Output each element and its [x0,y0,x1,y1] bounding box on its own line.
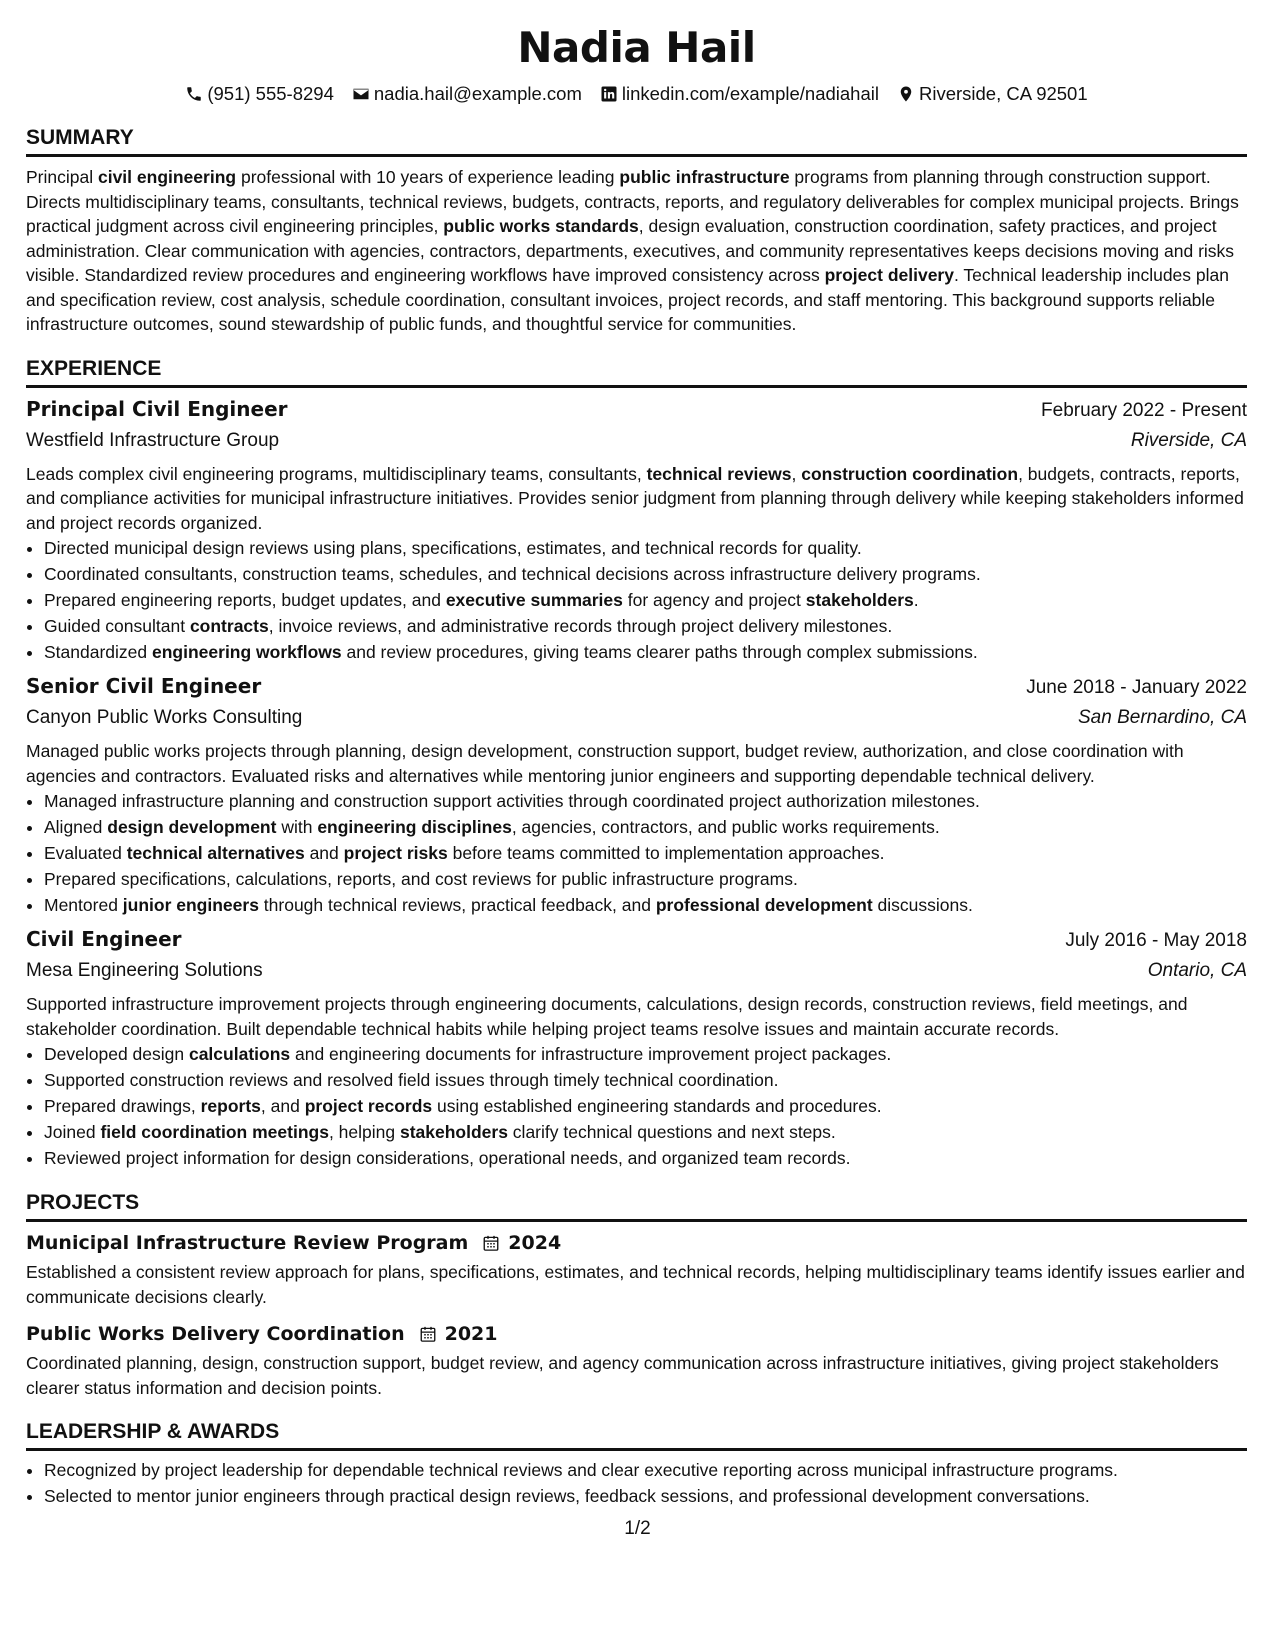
leadership-section [26,1418,1247,1509]
section-title: PROJECTS [26,1189,1247,1222]
page-number: 1/2 [624,1518,651,1539]
project-year: 2024 [508,1232,562,1254]
emphasis: construction coordination [801,463,1019,484]
list-item: • Joined field coordination meetings, helping stakeholders clarify technical questions and next steps. [44,1119,1247,1145]
contact-bar [26,82,1247,106]
location-text: Riverside, CA 92501 [918,83,1088,104]
job-description: Managed public works projects through planning, design development, construction support, budget review, authorization, and close coordination with agencies and contractors. Evaluated risks and alternatives while mentoring junior engineers and supporting dependable technical delivery. [26,741,1184,786]
emphasis: contracts [189,616,269,636]
emphasis: reports [200,1096,261,1116]
contact-email[interactable] [352,82,582,106]
list-item: • Reviewed project information for design considerations, operational needs, and organized team records. [44,1145,1247,1171]
contact-phone [185,82,334,106]
list-item: • Prepared specifications, calculations, reports, and cost reviews for public infrastructure programs. [44,866,1247,892]
emphasis: technical reviews [646,463,792,484]
job-entry [26,924,1247,1171]
emphasis: engineering disciplines [317,817,512,837]
resume-header [26,20,1247,106]
project-entry [26,1228,1247,1309]
emphasis: technical alternatives [126,843,305,863]
project-title: Municipal Infrastructure Review Program [26,1232,469,1254]
candidate-name: Nadia Hail [517,23,756,72]
job-company: Mesa Engineering Solutions [26,960,263,981]
job-description: Supported infrastructure improvement projects through engineering documents, calculations, design records, construction reviews, field meetings, and stakeholder coordination. Built dependable technical habits while helping project teams resolve issues and maintain accurate records. [26,994,1188,1039]
list-item: • Guided consultant contracts, invoice reviews, and administrative records through project delivery milestones. [44,613,1247,639]
project-description: Coordinated planning, design, construction support, budget review, and agency communication across infrastructure initiatives, giving project stakeholders clearer status information and decision points. [26,1353,1219,1398]
emphasis: engineering workflows [152,642,342,662]
job-entry [26,394,1247,666]
projects-section [26,1189,1247,1400]
list-item: • Managed infrastructure planning and construction support activities through coordinated project authorization milestones. [44,788,1247,814]
job-dates: July 2016 - May 2018 [1065,930,1247,951]
job-location: San Bernardino, CA [1078,707,1247,728]
list-item: • Supported construction reviews and resolved field issues through timely technical coordination. [44,1067,1247,1093]
summary-text: Principal civil engineering professional with 10 years of experience leading public infrastructure programs from planning through construction support. Directs multidisciplinary teams, consultants, technical reviews, budgets, contracts, reports, and regulatory deliverables for complex municipal projects. Brings practical judgment across civil engineering principles, public works standards, design evaluation, construction coordination, safety practices, and project administration. Clear communication with agencies, contractors, departments, executives, and community representatives keeps decisions moving and risks visible. Standardized review procedures and engineering workflows have improved consistency across project delivery. Technical leadership includes plan and specification review, cost analysis, schedule coordination, consultant invoices, project records, and staff mentoring. This background supports reliable infrastructure outcomes, sound stewardship of public funds, and thoughtful service for communities. [26,167,1239,334]
calendar-icon [482,1234,500,1252]
job-bullets [26,1041,1247,1171]
list-item: • Prepared engineering reports, budget updates, and executive summaries for agency and project stakeholders. [44,587,1247,613]
list-item: • Mentored junior engineers through technical reviews, practical feedback, and professional development discussions. [44,892,1247,918]
job-title: Senior Civil Engineer [26,674,262,698]
emphasis: public works standards [443,216,639,236]
experience-section [26,355,1247,1172]
list-item: • Coordinated consultants, construction teams, schedules, and technical decisions across infrastructure delivery programs. [44,561,1247,587]
phone-text: (951) 555-8294 [207,83,334,104]
emphasis: public infrastructure [619,167,790,187]
job-bullets [26,788,1247,918]
emphasis: executive summaries [445,590,623,610]
email-link[interactable]: nadia.hail@example.com [373,83,582,104]
contact-location [897,82,1088,106]
emphasis: calculations [188,1044,291,1064]
envelope-icon [352,85,370,103]
emphasis: field coordination meetings [100,1122,329,1142]
list-item: • Directed municipal design reviews using plans, specifications, estimates, and technical records for quality. [44,535,1247,561]
emphasis: civil engineering [97,167,237,187]
list-item: • Evaluated technical alternatives and project risks before teams committed to implementation approaches. [44,840,1247,866]
project-year: 2021 [444,1323,498,1345]
list-item: • Developed design calculations and engineering documents for infrastructure improvement project packages. [44,1041,1247,1067]
job-entry [26,671,1247,918]
list-item: • Selected to mentor junior engineers through practical design reviews, feedback sessions, and professional development conversations. [44,1483,1247,1509]
map-pin-icon [897,85,915,103]
job-bullets [26,535,1247,665]
emphasis: design development [107,817,277,837]
job-company: Canyon Public Works Consulting [26,707,303,728]
emphasis: professional development [655,895,873,915]
project-entry [26,1319,1247,1400]
job-location: Riverside, CA [1130,429,1247,451]
list-item: • Standardized engineering workflows and review procedures, giving teams clearer paths through complex submissions. [44,639,1247,665]
emphasis: junior engineers [122,895,259,915]
emphasis: stakeholders [399,1122,508,1142]
list-item: • Aligned design development with engineering disciplines, agencies, contractors, and public works requirements. [44,814,1247,840]
emphasis: project records [304,1096,433,1116]
linkedin-icon [600,85,618,103]
project-title: Public Works Delivery Coordination [26,1323,405,1345]
emphasis: stakeholders [805,590,914,610]
contact-linkedin[interactable] [600,82,879,106]
job-location: Ontario, CA [1147,960,1247,981]
section-title: LEADERSHIP & AWARDS [26,1418,1247,1451]
job-title: Civil Engineer [26,927,182,951]
phone-icon [185,85,203,103]
leadership-bullets [26,1457,1247,1509]
section-title: SUMMARY [26,124,1247,157]
emphasis: project delivery [824,265,954,285]
job-description: Leads complex civil engineering programs, multidisciplinary teams, consultants, technical reviews, construction coordination, budgets, contracts, reports, and compliance activities for municipal infrastructure initiatives. Provides senior judgment from planning through delivery while keeping stakeholders informed and project records organized. [26,463,1244,533]
job-company: Westfield Infrastructure Group [26,429,280,451]
calendar-icon [419,1325,437,1343]
project-description: Established a consistent review approach for plans, specifications, estimates, and technical records, helping multidisciplinary teams identify issues earlier and communicate decisions clearly. [26,1262,1245,1307]
section-title: EXPERIENCE [26,355,1247,388]
emphasis: project risks [343,843,448,863]
linkedin-link[interactable]: linkedin.com/example/nadiahail [621,83,879,104]
job-dates: February 2022 - Present [1041,399,1247,421]
job-title: Principal Civil Engineer [26,396,288,421]
job-dates: June 2018 - January 2022 [1026,677,1247,698]
list-item: • Prepared drawings, reports, and project records using established engineering standards and procedures. [44,1093,1247,1119]
summary-section [26,124,1247,337]
list-item: • Recognized by project leadership for dependable technical reviews and clear executive reporting across municipal infrastructure programs. [44,1457,1247,1483]
